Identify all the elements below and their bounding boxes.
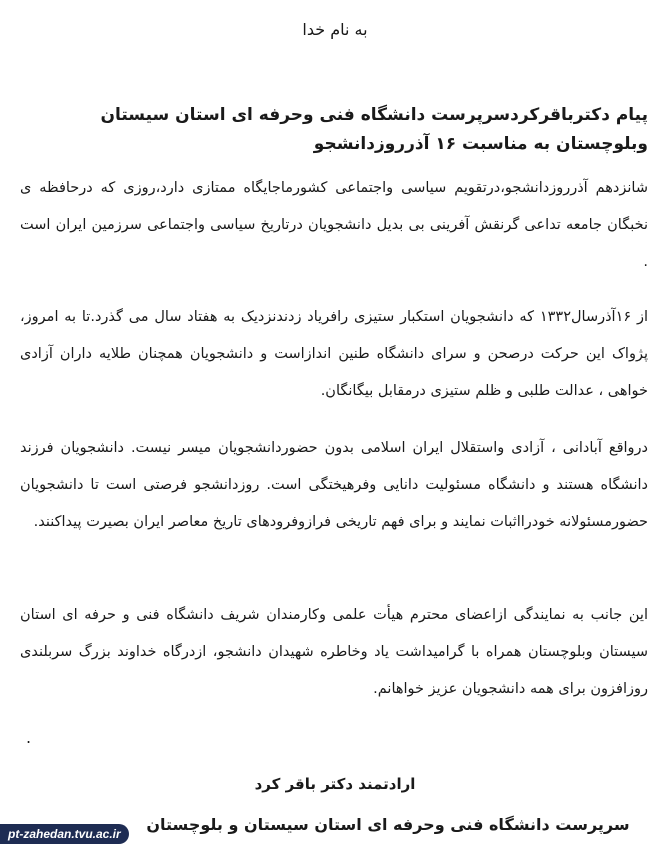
paragraph-text: درواقع آبادانی ، آزادی واستقلال ایران اسلامی بدون حضوردانشجویان میسر نیست. دانشجویان فرزند دانشگاه هستند و دانشگاه مسئولیت دانایی وفرهیختگی است. روزدانشجو فرصتی است تا دانشجویان حضورمسئولانه خودرااثبات نمایند و برای فهم تاریخی فرازوفرودهای تاریخ معاصر ایران بصیرت پیداکنند. [20,440,648,530]
paragraph-text: شانزدهم آذرروزدانشجو،درتقویم سیاسی واجتماعی کشورماجایگاه ممتازی دارد،روزی که درحافظه ی نخبگان جامعه تداعی گرنقش آفرینی بی بدیل دانشجویان درتاریخ سیاسی واجتماعی سرزمین ایران است . [20,180,648,270]
body-paragraph-4 [20,597,648,708]
body-paragraph-1 [20,170,648,281]
trailing-dot: . [26,728,32,747]
body-paragraph-3 [20,430,648,541]
paragraph-text: این جانب به نمایندگی ازاعضای محترم هیأت علمی وکارمندان شریف دانشگاه فنی و حرفه ای استان سیستان وبلوچستان همراه با گرامیداشت یاد وخاطره شهیدان دانشجو، ازدرگاه خداوند بزرگ سربلندی روزافزون برای همه دانشجویان عزیز خواهانم. [20,607,648,697]
signature-title: سرپرست دانشگاه فنی وحرفه ای استان سیستان و بلوچستان [146,815,630,834]
message-title: پیام دکترباقرکردسرپرست دانشگاه فنی وحرفه ای استان سیستان وبلوچستان به مناسبت ۱۶ آذرروزدانشجو [100,105,648,154]
body-paragraph-2 [20,299,648,410]
paragraph-text: از ۱۶آذرسال۱۳۳۲ که دانشجویان استکبار ستیزی رافریاد زدندنزدیک به هفتاد سال می گذرد.تا به امروز، پژواک این حرکت درصحن و سرای دانشگاه طنین اندازاست و دانشجویان همچنان طلایه داران آزادی خواهی ، عدالت طلبی و ظلم ستیزی درمقابل بیگانگان. [20,309,648,399]
website-watermark: pt-zahedan.tvu.ac.ir [0,824,129,844]
bismillah-heading: به نام خدا [302,20,368,39]
signature-name: ارادتمند دکتر باقر کرد [254,775,416,793]
